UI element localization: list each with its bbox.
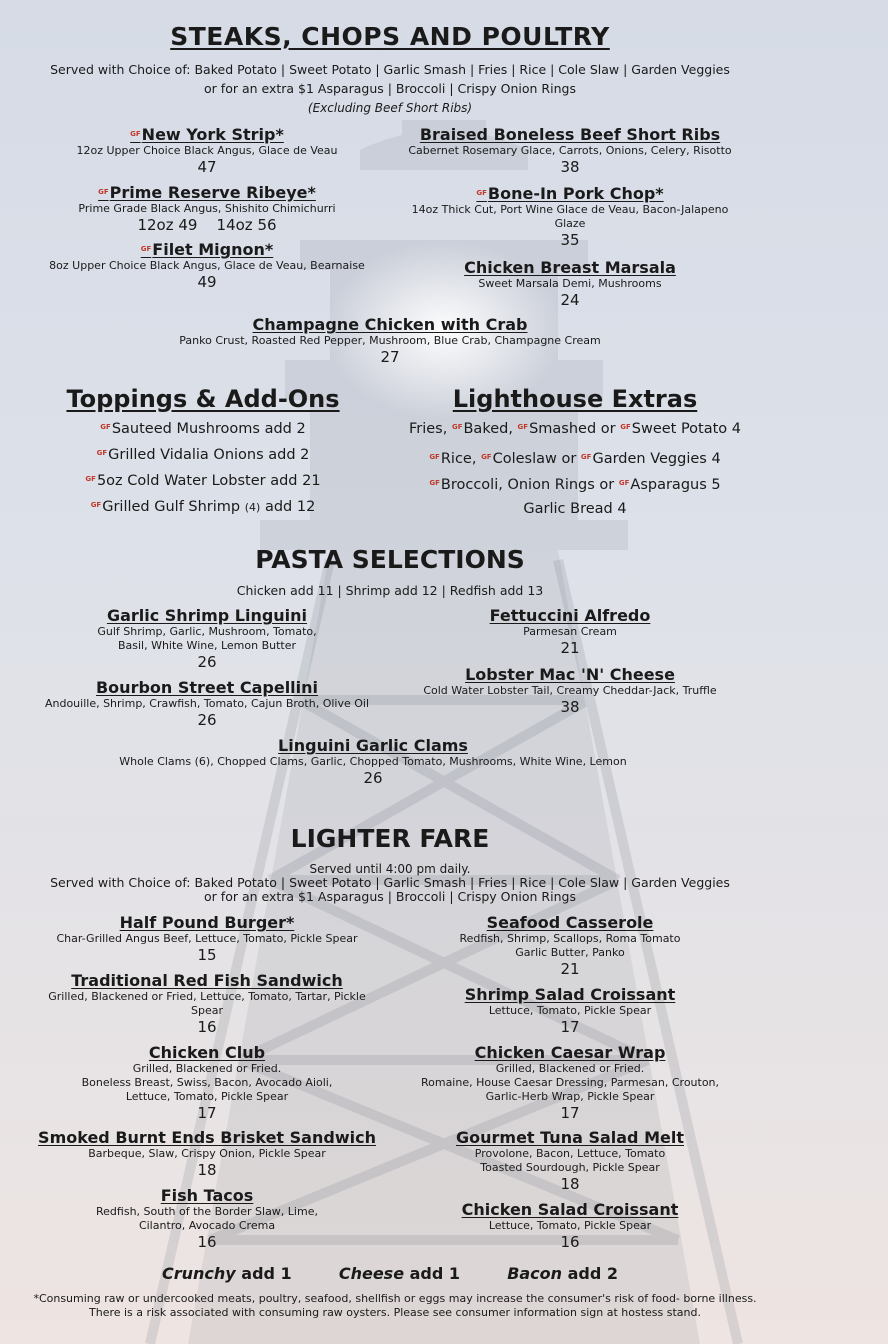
- menu-item-filet-mignon: [0, 240, 414, 291]
- item-price: 17: [560, 1018, 580, 1036]
- item-description-line1: 14oz Thick Cut, Port Wine Glace de Veau, Bacon-Jalapeno: [411, 203, 729, 216]
- item-description-line2: Garlic Butter, Panko: [515, 946, 625, 959]
- lighter-addons-row: [0, 1264, 780, 1283]
- item-price: 35: [560, 231, 580, 249]
- item-name: Fettuccini Alfredo: [489, 606, 651, 625]
- item-name: Linguini Garlic Clams: [278, 736, 468, 755]
- menu-item-braised-short-ribs: [380, 125, 760, 176]
- item-price: 26: [197, 653, 217, 671]
- steaks-section-title: STEAKS, CHOPS AND POULTRY: [170, 22, 610, 51]
- extras-list: [380, 415, 770, 521]
- item-name: Chicken Club: [148, 1043, 266, 1062]
- menu-item-shrimp-salad-croissant: [380, 985, 760, 1036]
- item-description: Lettuce, Tomato, Pickle Spear: [488, 1219, 652, 1232]
- item-price: 26: [197, 711, 217, 729]
- item-description: Prime Grade Black Angus, Shishito Chimichurri: [78, 202, 336, 215]
- item-description-line2: Cilantro, Avocado Crema: [138, 1219, 276, 1232]
- toppings-list: [0, 415, 406, 520]
- menu-item-garlic-shrimp-linguini: [0, 606, 414, 671]
- menu-item-chicken-salad-croissant: [380, 1200, 760, 1251]
- item-name: Half Pound Burger*: [119, 913, 295, 932]
- item-description: 12oz Upper Choice Black Angus, Glace de Veau: [76, 144, 338, 157]
- addon-crunchy: Crunchy add 1: [161, 1264, 292, 1283]
- extras-line: $^{GF}$Broccoli, Onion Rings or $^{GF}$Asparagus 5: [429, 477, 721, 493]
- menu-item-champagne-chicken: [0, 315, 780, 366]
- topping-item: $^{GF}$Sauteed Mushrooms add 2: [100, 421, 306, 437]
- item-description-line2: Basil, White Wine, Lemon Butter: [117, 639, 297, 652]
- item-price: 26: [363, 769, 383, 787]
- menu-item-fish-tacos: [0, 1186, 414, 1251]
- item-name: Lobster Mac 'N' Cheese: [465, 665, 675, 684]
- item-price: 12oz 49 14oz 56: [137, 216, 277, 234]
- lighter-served-line2: or for an extra $1 Asparagus | Broccoli | Crispy Onion Rings: [204, 889, 576, 904]
- footer-warning-line1: *Consuming raw or undercooked meats, poultry, seafood, shellfish or eggs may increase the consumer's risk of food- borne illness.: [33, 1292, 757, 1305]
- steaks-served-line1: Served with Choice of: Baked Potato | Sweet Potato | Garlic Smash | Fries | Rice | Cole Slaw | Garden Veggies: [50, 62, 730, 77]
- item-description: Cabernet Rosemary Glace, Carrots, Onions, Celery, Risotto: [408, 144, 732, 157]
- addon-bacon: Bacon add 2: [507, 1264, 619, 1283]
- item-price: 16: [197, 1018, 217, 1036]
- item-description-line1: Provolone, Bacon, Lettuce, Tomato: [474, 1147, 666, 1160]
- item-name: Chicken Salad Croissant: [461, 1200, 679, 1219]
- menu-item-prime-reserve-ribeye: [0, 183, 414, 234]
- item-name: Shrimp Salad Croissant: [464, 985, 676, 1004]
- item-description-line2: Glaze: [554, 217, 586, 230]
- menu-item-chicken-breast-marsala: [380, 258, 760, 309]
- gluten-free-tag: GF: [140, 245, 152, 253]
- menu-item-chicken-club: [0, 1043, 414, 1122]
- item-description-line1: Redfish, South of the Border Slaw, Lime,: [96, 1205, 318, 1218]
- item-price: 49: [197, 273, 217, 291]
- item-description-line2: Boneless Breast, Swiss, Bacon, Avocado Aioli,: [81, 1076, 333, 1089]
- item-description: Sweet Marsala Demi, Mushrooms: [478, 277, 662, 290]
- item-description-line1: Grilled, Blackened or Fried.: [495, 1062, 645, 1075]
- item-price: 15: [197, 946, 217, 964]
- item-name: Champagne Chicken with Crab: [252, 315, 528, 334]
- pasta-add-line: Chicken add 11 | Shrimp add 12 | Redfish add 13: [236, 583, 544, 598]
- item-description-line3: Garlic-Herb Wrap, Pickle Spear: [485, 1090, 655, 1103]
- gluten-free-tag: GF: [130, 130, 141, 138]
- menu-item-bone-in-pork-chop: [380, 184, 760, 249]
- item-price: 38: [560, 158, 580, 176]
- item-name: $^{GF}$Filet Mignon*: [140, 240, 274, 259]
- extras-line: $^{GF}$Rice, $^{GF}$Coleslaw or $^{GF}$Garden Veggies 4: [429, 451, 721, 467]
- menu-item-new-york-strip: [0, 125, 414, 176]
- menu-item-linguini-garlic-clams: [0, 736, 746, 787]
- pasta-section-title: PASTA SELECTIONS: [255, 545, 525, 574]
- topping-item: $^{GF}$5oz Cold Water Lobster add 21: [85, 473, 321, 489]
- footer-warning-line2: There is a risk associated with consuming raw oysters. Please see consumer information sign at hostess stand.: [89, 1306, 701, 1319]
- menu-item-fettuccini-alfredo: [380, 606, 760, 657]
- menu-item-seafood-casserole: [380, 913, 760, 978]
- item-price: 27: [380, 348, 400, 366]
- item-description: Panko Crust, Roasted Red Pepper, Mushroom, Blue Crab, Champagne Cream: [179, 334, 601, 347]
- item-name: Gourmet Tuna Salad Melt: [456, 1128, 684, 1147]
- item-description-line1: Redfish, Shrimp, Scallops, Roma Tomato: [459, 932, 681, 945]
- menu-item-red-fish-sandwich: [0, 971, 414, 1036]
- item-description: Char-Grilled Angus Beef, Lettuce, Tomato, Pickle Spear: [56, 932, 358, 945]
- menu-item-chicken-caesar-wrap: [380, 1043, 760, 1122]
- item-price: 21: [560, 639, 580, 657]
- menu-item-half-pound-burger: [0, 913, 414, 964]
- item-name: Traditional Red Fish Sandwich: [71, 971, 343, 990]
- item-description-line3: Lettuce, Tomato, Pickle Spear: [125, 1090, 289, 1103]
- item-price: 18: [560, 1175, 580, 1193]
- item-name: $^{GF}$New York Strip*: [130, 125, 284, 144]
- lighter-served-until: Served until 4:00 pm daily.: [309, 862, 471, 876]
- item-name: Chicken Caesar Wrap: [474, 1043, 666, 1062]
- item-description: 8oz Upper Choice Black Angus, Glace de Veau, Bearnaise: [49, 259, 365, 272]
- topping-item: $^{GF}$Grilled Gulf Shrimp (4) add 12: [90, 499, 316, 515]
- gluten-free-tag: GF: [98, 188, 109, 196]
- item-name: Garlic Shrimp Linguini: [106, 606, 308, 625]
- menu-item-bourbon-street-capellini: [0, 678, 414, 729]
- item-name: Chicken Breast Marsala: [464, 258, 676, 277]
- item-name: Fish Tacos: [160, 1186, 254, 1205]
- item-description: Andouille, Shrimp, Crawfish, Tomato, Cajun Broth, Olive Oil: [44, 697, 370, 710]
- item-name: Bourbon Street Capellini: [95, 678, 319, 697]
- menu-item-tuna-salad-melt: [380, 1128, 760, 1193]
- item-description: Parmesan Cream: [523, 625, 617, 638]
- item-description-line1: Gulf Shrimp, Garlic, Mushroom, Tomato,: [97, 625, 317, 638]
- extras-line: Garlic Bread 4: [523, 501, 627, 517]
- item-description-line2: Romaine, House Caesar Dressing, Parmesan, Crouton,: [420, 1076, 720, 1089]
- item-description-line1: Grilled, Blackened or Fried, Lettuce, Tomato, Tartar, Pickle: [48, 990, 366, 1003]
- menu-item-brisket-sandwich: [0, 1128, 414, 1179]
- item-price: 24: [560, 291, 580, 309]
- item-price: 16: [197, 1233, 217, 1251]
- item-price: 18: [197, 1161, 217, 1179]
- extras-section-title: Lighthouse Extras: [452, 385, 698, 413]
- item-price: 17: [197, 1104, 217, 1122]
- gluten-free-tag: GF: [476, 189, 487, 197]
- item-description: Whole Clams (6), Chopped Clams, Garlic, Chopped Tomato, Mushrooms, White Wine, Lemon: [119, 755, 627, 768]
- item-description: Cold Water Lobster Tail, Creamy Cheddar-Jack, Truffle: [423, 684, 717, 697]
- item-name: Seafood Casserole: [486, 913, 654, 932]
- extras-line: Fries, $^{GF}$Baked, $^{GF}$Smashed or $^{GF}$Sweet Potato 4: [408, 421, 742, 437]
- item-description-line1: Grilled, Blackened or Fried.: [132, 1062, 282, 1075]
- menu-item-lobster-mac-n-cheese: [380, 665, 760, 716]
- item-price: 38: [560, 698, 580, 716]
- steaks-served-line2: or for an extra $1 Asparagus | Broccoli | Crispy Onion Rings: [204, 81, 576, 96]
- item-name: $^{GF}$Bone-In Pork Chop*: [476, 184, 664, 203]
- item-price: 21: [560, 960, 580, 978]
- item-name: $^{GF}$Prime Reserve Ribeye*: [98, 183, 316, 202]
- lighter-served-line1: Served with Choice of: Baked Potato | Sweet Potato | Garlic Smash | Fries | Rice | Cole Slaw | Garden Veggies: [50, 875, 730, 890]
- item-price: 47: [197, 158, 217, 176]
- topping-item: $^{GF}$Grilled Vidalia Onions add 2: [96, 447, 310, 463]
- lighter-fare-section-title: LIGHTER FARE: [290, 824, 490, 853]
- item-description-line2: Toasted Sourdough, Pickle Spear: [480, 1161, 660, 1174]
- item-description: Lettuce, Tomato, Pickle Spear: [488, 1004, 652, 1017]
- item-name: Braised Boneless Beef Short Ribs: [419, 125, 721, 144]
- steaks-excluding-note: (Excluding Beef Short Ribs): [307, 101, 473, 115]
- addon-cheese: Cheese add 1: [338, 1264, 461, 1283]
- toppings-section-title: Toppings & Add-Ons: [66, 385, 340, 413]
- item-price: 16: [560, 1233, 580, 1251]
- item-name: Smoked Burnt Ends Brisket Sandwich: [38, 1128, 376, 1147]
- item-description: Barbeque, Slaw, Crispy Onion, Pickle Spear: [88, 1147, 326, 1160]
- item-description-line2: Spear: [191, 1004, 223, 1017]
- item-price: 17: [560, 1104, 580, 1122]
